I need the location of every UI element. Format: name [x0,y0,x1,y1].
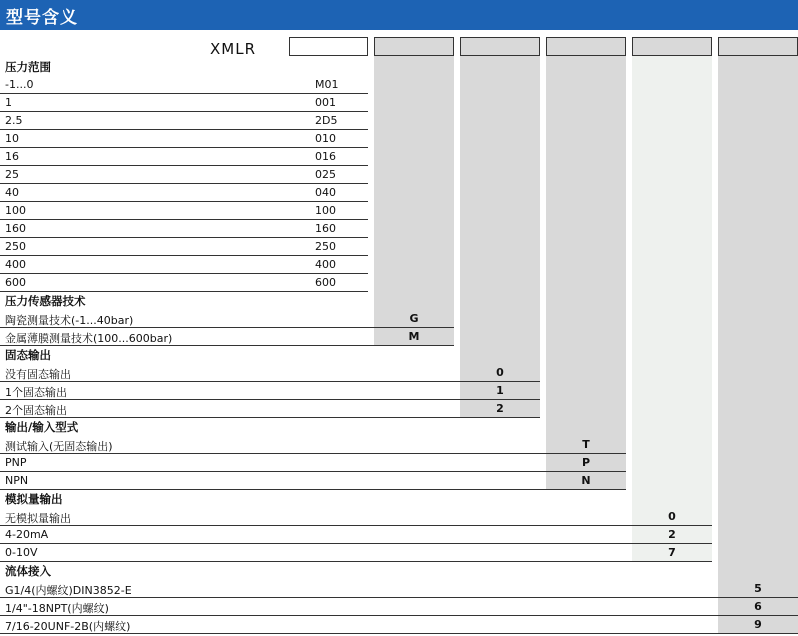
table-row [0,202,368,220]
row-label: 40 [5,186,19,199]
row-code: 010 [315,132,336,145]
row-option-code: 5 [754,582,762,595]
option-column [718,56,798,634]
row-label: 16 [5,150,19,163]
title-banner [0,0,798,30]
row-label: 4-20mA [5,528,49,541]
row-code: 001 [315,96,336,109]
row-label: 1个固态输出 [5,386,67,399]
row-label: -1...0 [5,78,34,91]
row-option-code: 2 [496,402,504,415]
row-option-code: 7 [668,546,676,559]
row-code: 016 [315,150,336,163]
row-label: 无模拟量输出 [5,512,71,525]
row-label: 400 [5,258,26,271]
table-row [0,454,626,472]
row-label: PNP [5,456,27,469]
section-header: 输出/输入型式 [5,420,79,434]
row-option-code: 0 [496,366,504,379]
table-row [0,166,368,184]
row-option-code: M [408,330,420,343]
section-header: 流体接入 [5,564,51,578]
table-row [0,508,712,526]
row-code: M01 [315,78,339,91]
row-label: 250 [5,240,26,253]
page-title: 型号含义 [6,8,78,28]
row-label: 7/16-20UNF-2B(内螺纹) [5,620,131,633]
row-option-code: P [581,456,591,469]
row-option-code: 9 [754,618,762,631]
row-label: 2个固态输出 [5,404,67,417]
row-option-code: G [409,312,419,325]
row-code: 400 [315,258,336,271]
table-row [0,112,368,130]
code-box-connection [718,37,798,56]
row-label: 陶瓷测量技术(-1...40bar) [5,314,134,327]
section-header: 压力传感器技术 [5,294,86,308]
section-header: 模拟量输出 [5,492,63,506]
row-code: 040 [315,186,336,199]
table-row [0,238,368,256]
table-row [0,76,368,94]
row-label: 25 [5,168,19,181]
code-box-pressure [289,37,368,56]
row-code: 100 [315,204,336,217]
row-label: 600 [5,276,26,289]
model-code: XMLR [210,40,256,58]
row-label: 1 [5,96,12,109]
row-option-code: 2 [668,528,676,541]
row-label: 金属薄膜测量技术(100...600bar) [5,332,173,345]
row-code: 160 [315,222,336,235]
row-option-code: T [582,438,590,451]
table-row [0,148,368,166]
code-box-sensor [374,37,454,56]
table-row [0,310,454,328]
option-column [632,56,712,562]
table-row [0,544,712,562]
row-label: NPN [5,474,29,487]
code-box-analog [632,37,712,56]
option-column [546,56,626,490]
row-option-code: 6 [754,600,762,613]
row-option-code: 0 [668,510,676,523]
code-box-io-type [546,37,626,56]
row-label: 1/4"-18NPT(内螺纹) [5,602,109,615]
row-label: 10 [5,132,19,145]
code-box-solid-state [460,37,540,56]
table-row [0,616,798,634]
row-label: 没有固态输出 [5,368,71,381]
table-row [0,598,798,616]
row-label: 160 [5,222,26,235]
table-row [0,436,626,454]
table-row [0,382,540,400]
table-row [0,184,368,202]
row-code: 250 [315,240,336,253]
option-column [374,56,454,346]
table-row [0,400,540,418]
row-label: G1/4(内螺纹)DIN3852-E [5,584,132,597]
table-row [0,364,540,382]
row-option-code: 1 [496,384,504,397]
section-header: 固态输出 [5,348,51,362]
table-row [0,256,368,274]
row-code: 2D5 [315,114,338,127]
row-code: 600 [315,276,336,289]
table-row [0,220,368,238]
row-label: 2.5 [5,114,23,127]
table-row [0,328,454,346]
table-row [0,580,798,598]
row-label: 0-10V [5,546,38,559]
section-header: 压力范围 [5,60,51,74]
row-label: 测试输入(无固态输出) [5,440,113,453]
table-row [0,94,368,112]
table-row [0,472,626,490]
table-row [0,274,368,292]
row-option-code: N [581,474,591,487]
table-row [0,526,712,544]
table-row [0,130,368,148]
row-label: 100 [5,204,26,217]
row-code: 025 [315,168,336,181]
